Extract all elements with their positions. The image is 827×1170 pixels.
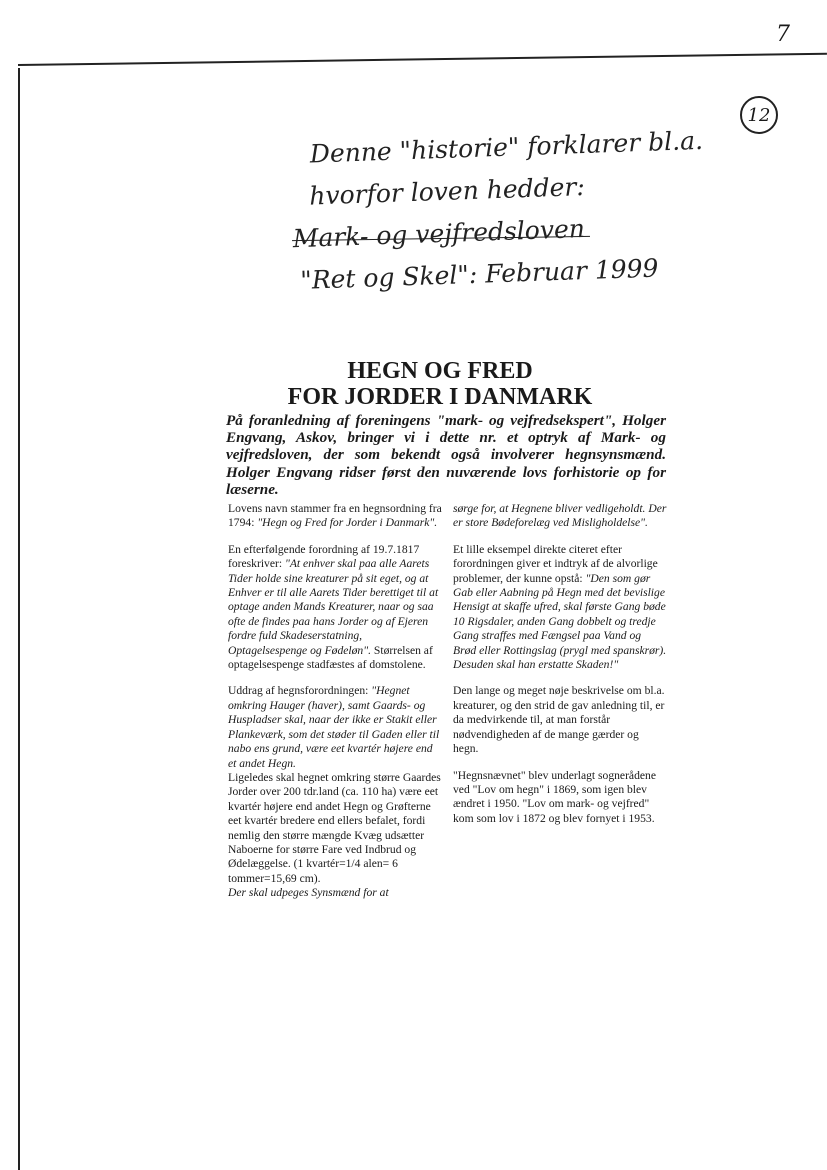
handwritten-line: hvorfor loven hedder: [308,171,586,211]
quote-text: Der skal udpeges Synsmænd for at [228,886,389,900]
right-column [453,502,667,838]
paragraph [228,886,442,900]
paragraph [453,543,667,673]
handwritten-note [287,122,704,302]
paragraph [453,502,667,531]
paragraph-text: Et lille eksempel direkte citeret efter forordningen giver et indtryk af de alvorlige problemer, der kunne opstå: [453,542,658,585]
paragraph [228,543,442,673]
paragraph-text: Uddrag af hegnsforordningen: [228,684,372,698]
page-number: 7 [776,22,790,47]
paragraph-text: Lovens navn stammer fra en hegnsordning fra 1794: [228,502,442,530]
left-border-line [18,68,20,1170]
quote-text: "Den som gør Gab eller Aabning på Hegn med det bevislige Hensigt at skaffe ufred, skal første Gang bøde 10 Rigsdaler, anden Gang dobbelt og tredje Gang straffes med Fængsel paa Vand og Brød eller Rottingslag (prygl med spanskrør). Desuden skal han erstatte Skaden!" [453,571,667,672]
handwritten-line: Mark- og vejfredsloven [292,214,586,254]
article-lede: På foranledning af foreningens "mark- og vejfredsekspert", Holger Engvang, Askov, bringer vi i dette nr. et optryk af Mark- og vejfredsloven, der som bekendt også involverer hegnsynsmænd. Holger Engvang ridser først den nuværende lovs forhistorie op for læserne. [226,412,666,498]
headline-line: HEGN OG FRED [347,358,533,384]
handwritten-line: "Ret og Skel": Februar 1999 [299,253,659,295]
paragraph-text: Størrelsen af optagelsespenge stadfæstes af domstolene. [228,643,433,672]
circled-page-number: 12 [740,96,778,134]
quote-text: "At enhver skal paa alle Aarets Tider holde sine kreaturer på sit eget, og at Enhver er til alle Aarets Tider berettiget til at optage anden Mands Kreaturer, naar og saa ofte de findes paa hans Jorder og af Ejeren fordre fuld Skadeserstatning, Optagelsespenge og Fødeløn". [228,557,439,657]
paragraph-text: En efterfølgende forordning af 19.7.1817 foreskriver: [228,542,420,571]
headline-line: FOR JORDER I DANMARK [287,384,593,410]
left-column [228,502,442,913]
top-border-line [18,53,827,66]
paragraph: Ligeledes skal hegnet omkring større Gaardes Jorder over 200 tdr.land (ca. 110 ha) være eet kvartér højere end andet Hegn og Grøfterne eet kvartér bredere end ellers befalet, fordi nemlig den større mængde Kvæg udsætter Naboerne for større Fare ved Indbrud og Ødelæggelse. (1 kvartér=1/4 alen= 6 tommer=15,69 cm). [228,770,441,885]
handwritten-line: Denne "historie" forklarer bl.a. [309,125,704,169]
quote-text: sørge for, at Hegnene bliver vedligeholdt. Der er store Bødeforelæg ved Misligholdelse". [453,502,667,530]
paragraph [228,684,442,770]
quote-text: "Hegn og Fred for Jorder i Danmark". [257,516,438,530]
paragraph: "Hegnsnævnet" blev underlagt sognerådene ved "Lov om hegn" i 1869, som igen blev ændret i 1950. "Lov om mark- og vejfred" kom som lov i 1872 og blev fornyet i 1953. [453,768,656,825]
quote-text: "Hegnet omkring Hauger (haver), samt Gaards- og Huspladser skal, naar der ikke er Stakit eller Plankeværk, som det støder til Gaden eller til nabo ens grund, være eet kvartér højere end et andet Hegn. [228,684,440,770]
paragraph [228,502,442,531]
paragraph: Den lange og meget nøje beskrivelse om bl.a. kreaturer, og den strid de gav anledning til, er da medvirkende til, at man forstår nødvendigheden af de mange gærder og hegn. [453,684,665,756]
article-headline [220,358,660,410]
